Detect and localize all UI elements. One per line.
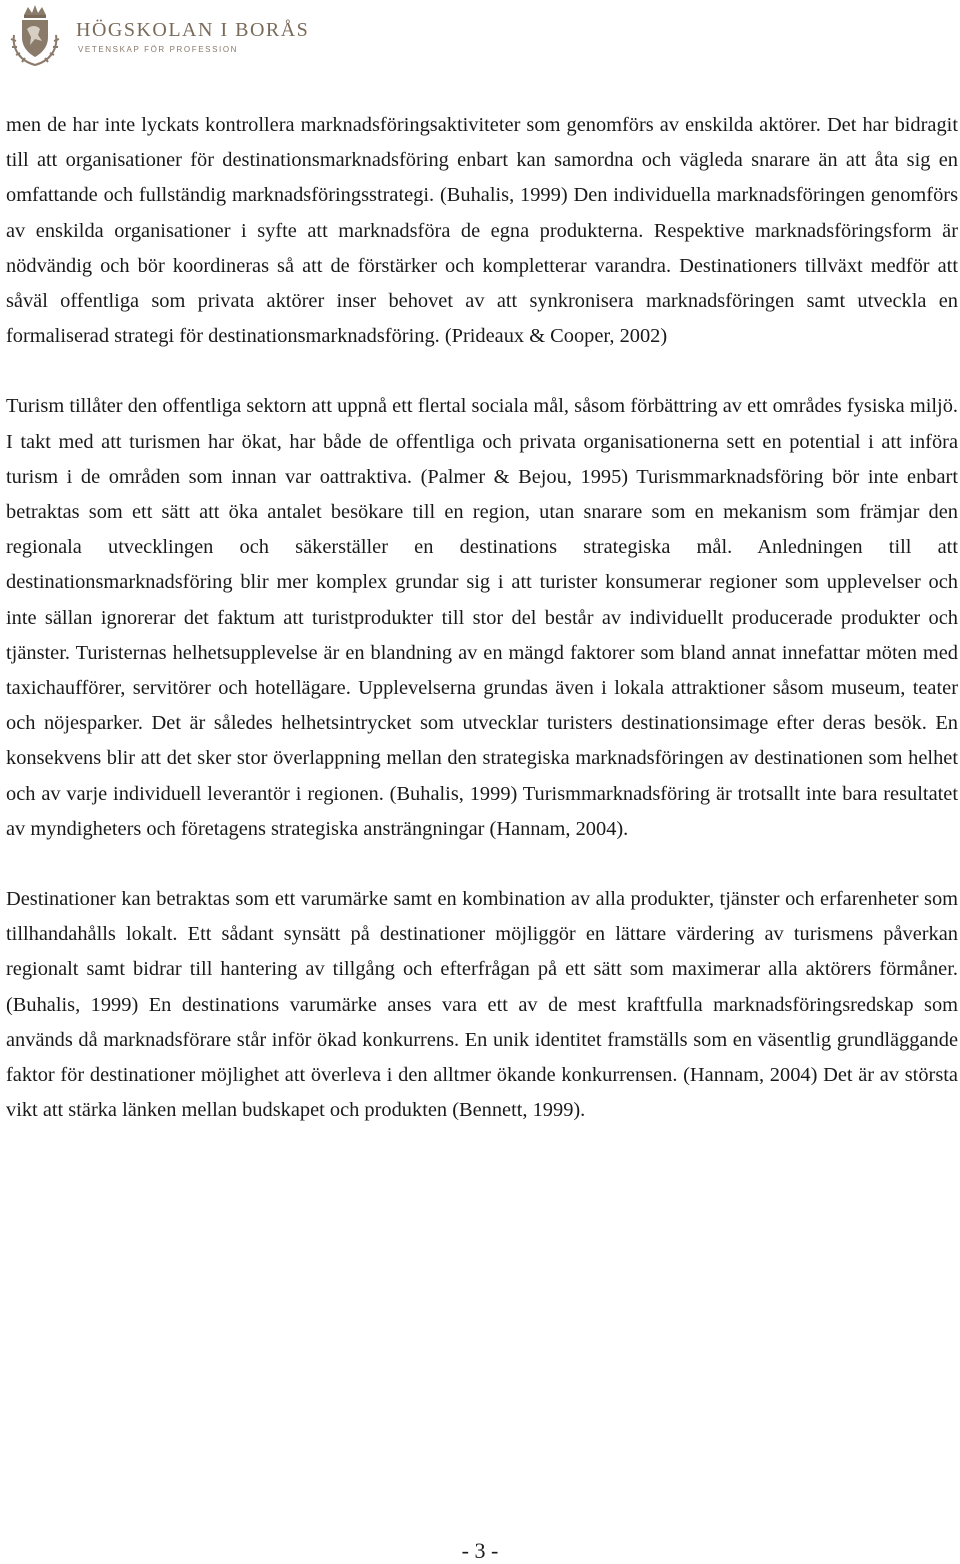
body-text bbox=[6, 108, 958, 1128]
paragraph-2: Turism tillåter den offentliga sektorn att uppnå ett flertal sociala mål, såsom förbättring av ett områdes fysiska miljö. I takt med att turismen har ökat, har både de offentliga och privata organisationerna sett en potential i att införa turism i de områden som innan var oattraktiva. (Palmer & Bejou, 1995) Turismmarknadsföring bör inte enbart betraktas som ett sätt att öka antalet besökare till en region, utan snarare som en mekanism som främjar den regionala utvecklingen och säkerställer en destinations strategiska mål. Anledningen till att destinationsmarknadsföring blir mer komplex grundar sig i att turister konsumerar regioner som upplevelser och inte sällan ignorerar det faktum att turistprodukter till stor del består av individuellt producerade produkter och tjänster. Turisternas helhetsupplevelse är en blandning av en mängd faktorer som bland annat innefattar möten med taxichaufförer, servitörer och hotellägare. Upplevelserna grundas även i lokala attraktioner såsom museum, teater och nöjesparker. Det är således helhetsintrycket som utvecklar turisters destinationsimage efter deras besök. En konsekvens blir att det sker stor överlappning mellan den strategiska marknadsföringen av destinationen som helhet och av varje individuell leverantör i regionen. (Buhalis, 1999) Turismmarknadsföring är trotsallt inte bara resultatet av myndigheters och företagens strategiska ansträngningar (Hannam, 2004). bbox=[6, 395, 958, 840]
page-number: - 3 - bbox=[461, 1538, 499, 1563]
paragraph-1: men de har inte lyckats kontrollera marknadsföringsaktiviteter som genomförs av enskilda aktörer. Det har bidragit till att organisationer för destinationsmarknadsföring enbart kan samordna och vägleda snarare än att åta sig en omfattande och fullständig marknadsföringsstrategi. (Buhalis, 1999) Den individuella marknadsföringen genomförs av enskilda organisationer i syfte att marknadsföra de egna produkterna. Respektive marknadsföringsform är nödvändig och bör koordineras så att de förstärker och kompletterar varandra. Destinationers tillväxt medför att såväl offentliga som privata aktörer inser behovet av att synkronisera marknadsföringen samt utveckla en formaliserad strategi för destinationsmarknadsföring. (Prideaux & Cooper, 2002) bbox=[6, 114, 958, 348]
logo-text bbox=[76, 19, 309, 54]
logo-tagline: VETENSKAP FÖR PROFESSION bbox=[78, 44, 239, 54]
crest-icon bbox=[4, 1, 66, 71]
logo-name: HÖGSKOLAN I BORÅS bbox=[76, 18, 310, 41]
paragraph-3: Destinationer kan betraktas som ett varumärke samt en kombination av alla produkter, tjänster och erfarenheter som tillhandahålls lokalt. Ett sådant synsätt på destinationer möjliggör en lättare värdering av turismens påverkan regionalt samt bidrar till hantering av tillgång och efterfrågan på ett sätt som maximerar alla aktörers förmåner. (Buhalis, 1999) En destinations varumärke anses vara ett av de mest kraftfulla marknadsföringsredskap som används då marknadsförare står inför ökad konkurrens. En unik identitet framställs som en väsentlig grundläggande faktor för destinationer möjlighet att överleva i den alltmer ökande konkurrensen. (Hannam, 2004) Det är av största vikt att stärka länken mellan budskapet och produkten (Bennett, 1999). bbox=[6, 888, 958, 1122]
page-header bbox=[4, 0, 309, 72]
